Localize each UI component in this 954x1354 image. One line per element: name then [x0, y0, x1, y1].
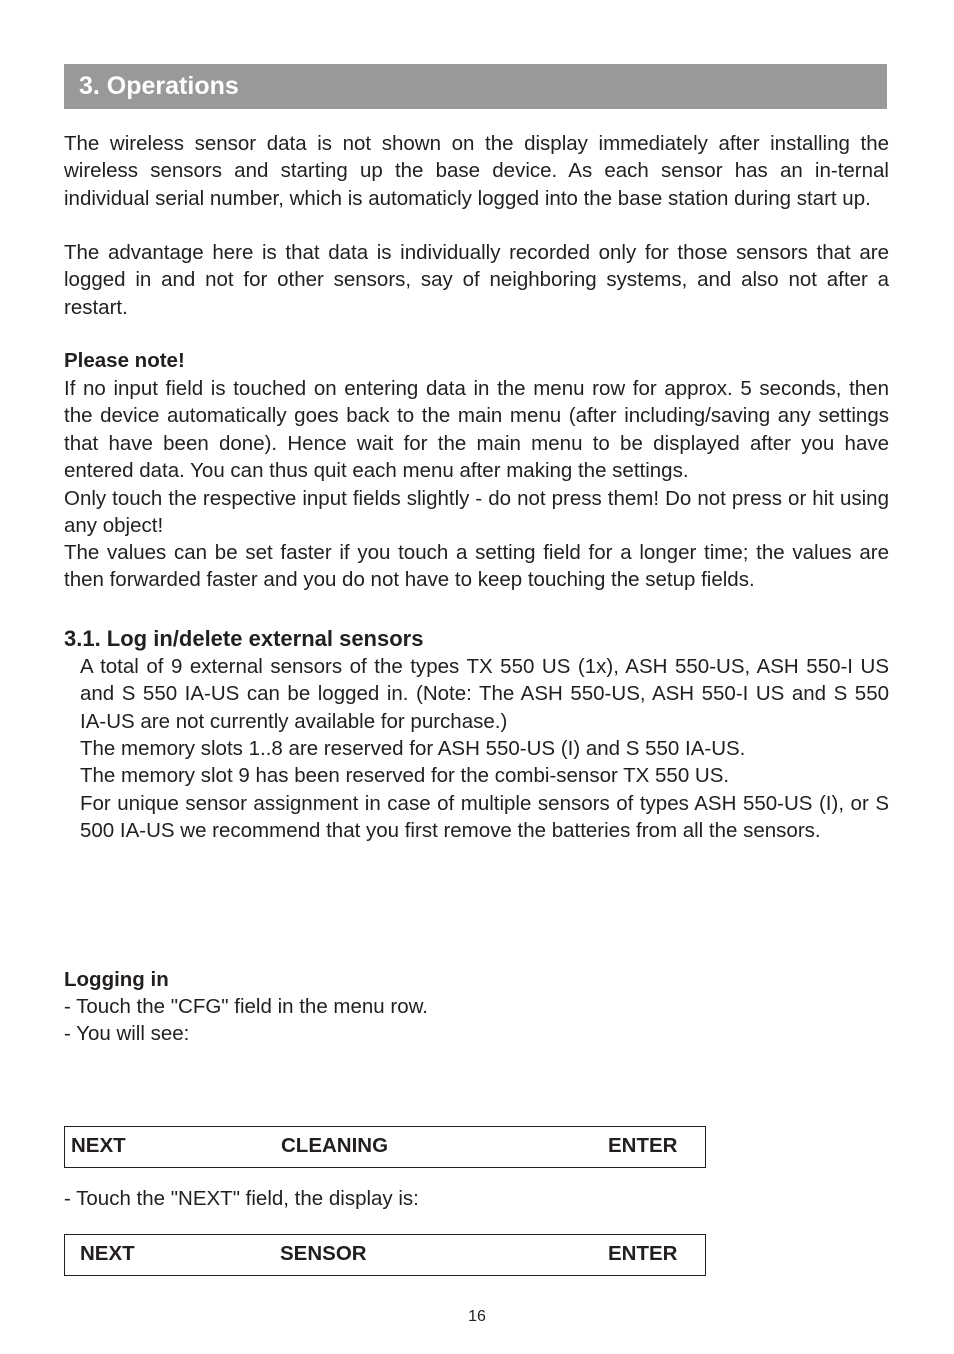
display-cleaning — [64, 1126, 706, 1168]
note-paragraph-2: Only touch the respective input fields slightly - do not press them! Do not press or hit using any object! — [64, 487, 889, 538]
section-title: 3. Operations — [79, 72, 239, 100]
note-heading: Please note! — [64, 349, 185, 372]
display-sensor — [64, 1234, 706, 1276]
intro-paragraph-1: The wireless sensor data is not shown on the display immediately after installing the wireless sensors and starting up the base device. As each sensor has an in-ternal individual serial number, which is automaticly logged into the base station during start up. — [64, 132, 889, 210]
subsection-paragraph-2: The memory slots 1..8 are reserved for ASH 550-US (I) and S 550 IA-US. — [80, 737, 746, 760]
subsection-heading: 3.1. Log in/delete external sensors — [64, 626, 424, 651]
logging-step-2: - You will see: — [64, 1022, 190, 1045]
note-paragraph-1: If no input field is touched on entering data in the menu row for approx. 5 seconds, then the device automatically goes back to the main menu (after including/saving any settings that have been done). Hence wait for the main menu to be displayed after you have entered data. You can thus quit each menu after making the settings. — [64, 377, 889, 482]
logging-step-1: - Touch the "CFG" field in the menu row. — [64, 995, 428, 1018]
display-next-label: NEXT — [80, 1242, 135, 1265]
display-next-label: NEXT — [71, 1134, 126, 1157]
display-enter-label: ENTER — [608, 1134, 678, 1157]
subsection-paragraph-1: A total of 9 external sensors of the types TX 550 US (1x), ASH 550-US, ASH 550-I US and S 550 IA-US can be logged in. (Note: The ASH 550-US, ASH 550-I US and S 550 IA-US are not currently available for purchase.) — [80, 655, 889, 733]
section-header-bar — [64, 64, 887, 109]
logging-heading: Logging in — [64, 968, 169, 991]
subsection-paragraph-4: For unique sensor assignment in case of multiple sensors of types ASH 550-US (I), or S 500 IA-US we recommend that you first remove the batteries from all the sensors. — [80, 792, 889, 843]
logging-step-3: - Touch the "NEXT" field, the display is: — [64, 1187, 419, 1210]
page-number: 16 — [468, 1308, 486, 1325]
note-paragraph-3: The values can be set faster if you touch a setting field for a longer time; the values are then forwarded faster and you do not have to keep touching the setup fields. — [64, 541, 889, 592]
display-mode-label: SENSOR — [280, 1242, 367, 1265]
display-mode-label: CLEANING — [281, 1134, 389, 1157]
intro-paragraph-2: The advantage here is that data is individually recorded only for those sensors that are logged in and not for other sensors, say of neighboring systems, and also not after a restart. — [64, 241, 889, 319]
display-enter-label: ENTER — [608, 1242, 678, 1265]
subsection-paragraph-3: The memory slot 9 has been reserved for the combi-sensor TX 550 US. — [80, 764, 730, 787]
